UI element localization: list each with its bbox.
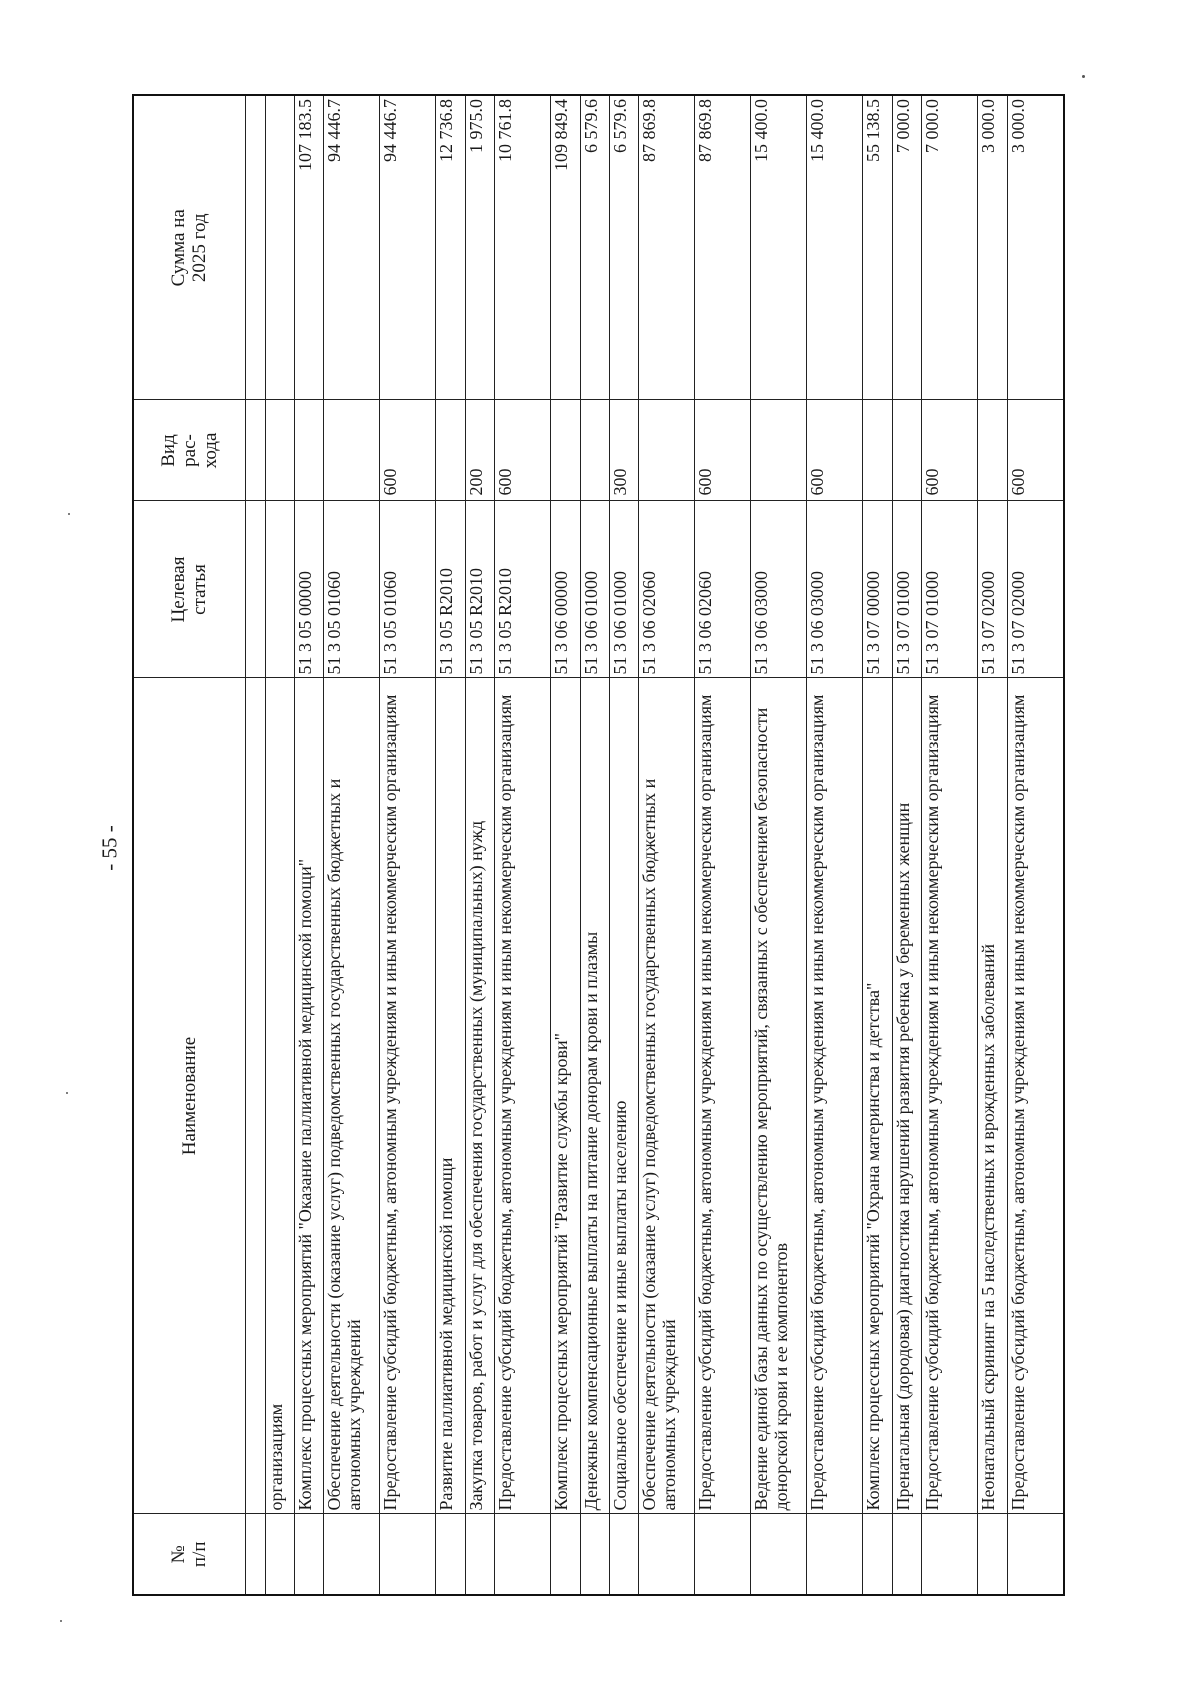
table-spacer-row xyxy=(245,95,265,1595)
cell-num xyxy=(436,1514,465,1595)
cell-target-article: 51 3 06 00000 xyxy=(551,501,580,678)
cell-sum-2025: 94 446.7 xyxy=(324,95,380,400)
table-row xyxy=(892,95,921,1595)
cell-name: Социальное обеспечение и иные выплаты населению xyxy=(609,678,638,1514)
scan-speck xyxy=(60,1620,62,1622)
cell-sum-2025: 10 761.8 xyxy=(495,95,551,400)
table-row xyxy=(324,95,380,1595)
cell-num xyxy=(695,1514,751,1595)
cell-expense-type xyxy=(863,400,892,501)
cell-name: Денежные компенсационные выплаты на питание донорам крови и плазмы xyxy=(580,678,609,1514)
cell-num xyxy=(465,1514,494,1595)
table-row xyxy=(922,95,978,1595)
spacer-cell xyxy=(245,501,265,678)
cell-name: Предоставление субсидий бюджетным, автономным учреждениям и иным некоммерческим организациям xyxy=(495,678,551,1514)
cell-name: Предоставление субсидий бюджетным, автономным учреждениям и иным некоммерческим организациям xyxy=(380,678,436,1514)
scan-speck xyxy=(68,513,70,515)
cell-num xyxy=(380,1514,436,1595)
table-body xyxy=(245,95,1064,1595)
cell-num xyxy=(294,1514,323,1595)
cell-sum-2025: 1 975.0 xyxy=(465,95,494,400)
cell-name: Предоставление субсидий бюджетным, автономным учреждениям и иным некоммерческим организациям xyxy=(922,678,978,1514)
cell-num xyxy=(1007,1514,1064,1595)
cell-expense-type xyxy=(580,400,609,501)
cell-sum-2025: 3 000.0 xyxy=(1007,95,1064,400)
table-row xyxy=(978,95,1007,1595)
cell-target-article: 51 3 06 01000 xyxy=(580,501,609,678)
spacer-cell xyxy=(245,95,265,400)
cell-name: Комплекс процессных мероприятий "Развитие службы крови" xyxy=(551,678,580,1514)
table-row xyxy=(551,95,580,1595)
cell-target-article: 51 3 07 01000 xyxy=(892,501,921,678)
header-kind xyxy=(133,400,245,501)
cell-expense-type: 200 xyxy=(465,400,494,501)
table-header-row xyxy=(133,95,245,1595)
table-row xyxy=(1007,95,1064,1595)
header-code xyxy=(133,501,245,678)
cell-expense-type xyxy=(978,400,1007,501)
cell-sum-2025: 6 579.6 xyxy=(609,95,638,400)
cell-expense-type: 600 xyxy=(495,400,551,501)
header-name xyxy=(133,678,245,1514)
cell-sum-2025: 7 000.0 xyxy=(922,95,978,400)
cell-target-article: 51 3 06 01000 xyxy=(609,501,638,678)
cell-target-article: 51 3 05 01060 xyxy=(324,501,380,678)
table-row xyxy=(436,95,465,1595)
cell-name: Предоставление субсидий бюджетным, автономным учреждениям и иным некоммерческим организациям xyxy=(695,678,751,1514)
cell-expense-type xyxy=(324,400,380,501)
table-row xyxy=(580,95,609,1595)
cell-num xyxy=(807,1514,863,1595)
header-sum xyxy=(133,95,245,400)
cell-expense-type xyxy=(436,400,465,501)
cell-sum-2025: 109 849.4 xyxy=(551,95,580,400)
cell-expense-type: 600 xyxy=(922,400,978,501)
cell-sum-2025: 87 869.8 xyxy=(695,95,751,400)
cell-target-article: 51 3 07 00000 xyxy=(863,501,892,678)
cell-target-article: 51 3 05 00000 xyxy=(294,501,323,678)
cell-num xyxy=(922,1514,978,1595)
table-row xyxy=(751,95,807,1595)
spacer-cell xyxy=(245,1514,265,1595)
cell-num xyxy=(609,1514,638,1595)
cell-expense-type: 600 xyxy=(1007,400,1064,501)
cell-num xyxy=(639,1514,695,1595)
cell-expense-type xyxy=(892,400,921,501)
cell-target-article: 51 3 06 02060 xyxy=(695,501,751,678)
scan-speck xyxy=(1082,75,1085,78)
page-number: - 55 - xyxy=(97,825,122,871)
cell-target-article: 51 3 05 01060 xyxy=(380,501,436,678)
table-row xyxy=(807,95,863,1595)
cell-expense-type: 600 xyxy=(807,400,863,501)
cell-target-article xyxy=(265,501,294,678)
table-row xyxy=(695,95,751,1595)
cell-target-article: 51 3 05 R2010 xyxy=(465,501,494,678)
spacer-cell xyxy=(245,400,265,501)
cell-name: Неонатальный скрининг на 5 наследственных и врожденных заболеваний xyxy=(978,678,1007,1514)
table-row xyxy=(380,95,436,1595)
cell-num xyxy=(863,1514,892,1595)
cell-target-article: 51 3 06 03000 xyxy=(751,501,807,678)
header-num-text: № п/п xyxy=(168,1541,211,1568)
budget-table-container xyxy=(132,96,1065,1596)
cell-expense-type: 300 xyxy=(609,400,638,501)
cell-name: Обеспечение деятельности (оказание услуг) подведомственных государственных бюджетных и автономных учреждений xyxy=(324,678,380,1514)
cell-expense-type xyxy=(639,400,695,501)
table-row xyxy=(465,95,494,1595)
cell-name: Пренатальная (дородовая) диагностика нарушений развития ребенка у беременных женщин xyxy=(892,678,921,1514)
cell-sum-2025: 12 736.8 xyxy=(436,95,465,400)
cell-sum-2025: 3 000.0 xyxy=(978,95,1007,400)
cell-name: Обеспечение деятельности (оказание услуг) подведомственных государственных бюджетных и автономных учреждений xyxy=(639,678,695,1514)
cell-sum-2025 xyxy=(265,95,294,400)
header-num xyxy=(133,1514,245,1595)
cell-sum-2025: 15 400.0 xyxy=(807,95,863,400)
cell-sum-2025: 55 138.5 xyxy=(863,95,892,400)
cell-expense-type xyxy=(751,400,807,501)
cell-target-article: 51 3 07 02000 xyxy=(1007,501,1064,678)
cell-target-article: 51 3 05 R2010 xyxy=(495,501,551,678)
table-row xyxy=(639,95,695,1595)
cell-num xyxy=(892,1514,921,1595)
cell-sum-2025: 107 183.5 xyxy=(294,95,323,400)
cell-sum-2025: 94 446.7 xyxy=(380,95,436,400)
budget-table xyxy=(132,94,1065,1596)
cell-target-article: 51 3 07 02000 xyxy=(978,501,1007,678)
cell-name: Предоставление субсидий бюджетным, автономным учреждениям и иным некоммерческим организациям xyxy=(807,678,863,1514)
cell-target-article: 51 3 07 01000 xyxy=(922,501,978,678)
cell-expense-type xyxy=(265,400,294,501)
cell-target-article: 51 3 06 02060 xyxy=(639,501,695,678)
cell-name: Комплекс процессных мероприятий "Охрана материнства и детства" xyxy=(863,678,892,1514)
cell-expense-type xyxy=(551,400,580,501)
cell-name: Ведение единой базы данных по осуществлению мероприятий, связанных с обеспечением безопасности донорской крови и ее компонентов xyxy=(751,678,807,1514)
cell-num xyxy=(978,1514,1007,1595)
cell-num xyxy=(265,1514,294,1595)
cell-num xyxy=(580,1514,609,1595)
cell-num xyxy=(495,1514,551,1595)
cell-name: организациям xyxy=(265,678,294,1514)
header-code-text: Целевая статья xyxy=(168,556,211,623)
cell-sum-2025: 7 000.0 xyxy=(892,95,921,400)
header-sum-text: Сумма на 2025 год xyxy=(168,209,211,287)
scan-speck xyxy=(66,1092,68,1094)
cell-target-article: 51 3 05 R2010 xyxy=(436,501,465,678)
cell-expense-type: 600 xyxy=(695,400,751,501)
cell-expense-type xyxy=(294,400,323,501)
table-row xyxy=(495,95,551,1595)
cell-expense-type: 600 xyxy=(380,400,436,501)
header-kind-text: Вид рас- хода xyxy=(157,432,221,469)
table-row xyxy=(265,95,294,1595)
cell-num xyxy=(551,1514,580,1595)
header-name-text: Наименование xyxy=(178,1036,200,1156)
table-row xyxy=(609,95,638,1595)
cell-num xyxy=(751,1514,807,1595)
cell-sum-2025: 15 400.0 xyxy=(751,95,807,400)
cell-name: Предоставление субсидий бюджетным, автономным учреждениям и иным некоммерческим организациям xyxy=(1007,678,1064,1514)
cell-name: Закупка товаров, работ и услуг для обеспечения государственных (муниципальных) нужд xyxy=(465,678,494,1514)
cell-name: Комплекс процессных мероприятий "Оказание паллиативной медицинской помощи" xyxy=(294,678,323,1514)
cell-sum-2025: 6 579.6 xyxy=(580,95,609,400)
cell-name: Развитие паллиативной медицинской помощи xyxy=(436,678,465,1514)
cell-target-article: 51 3 06 03000 xyxy=(807,501,863,678)
spacer-cell xyxy=(245,678,265,1514)
table-row xyxy=(294,95,323,1595)
cell-sum-2025: 87 869.8 xyxy=(639,95,695,400)
table-row xyxy=(863,95,892,1595)
cell-num xyxy=(324,1514,380,1595)
